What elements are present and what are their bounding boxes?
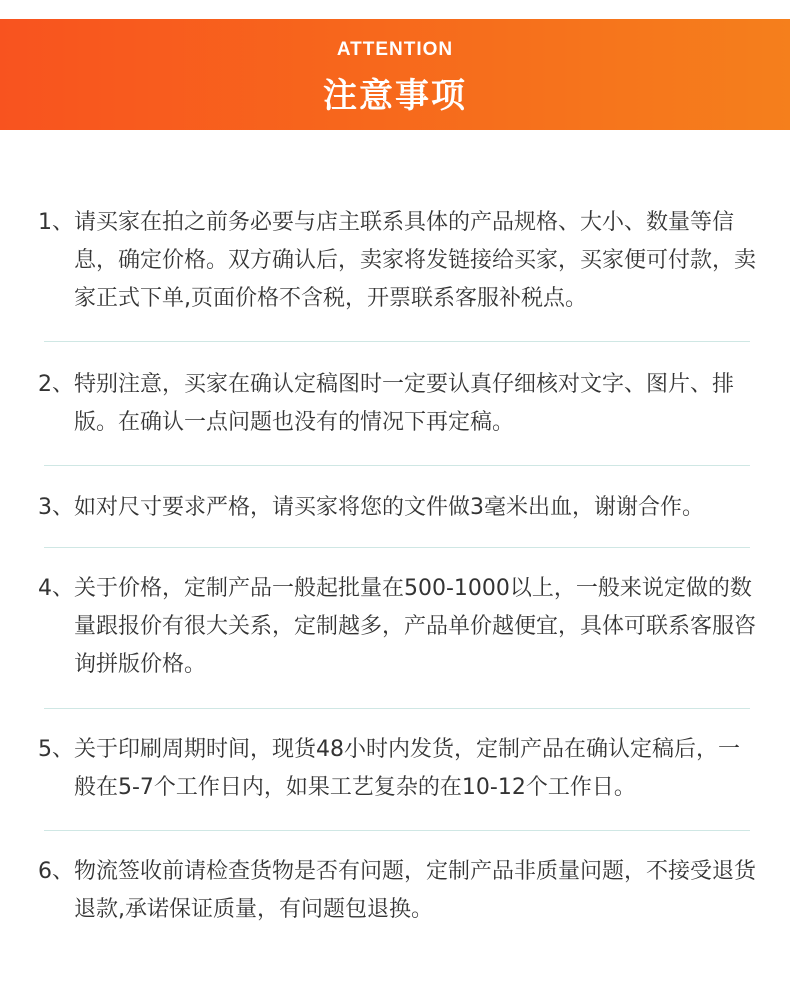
banner-title-cn: 注意事项 (323, 76, 467, 116)
note-item (38, 489, 758, 527)
note-text: 请买家在拍之前务必要与店主联系具体的产品规格、大小、数量等信息，确定价格。双方确认后，卖家将发链接给买家，买家便可付款，卖家正式下单,页面价格不含税，开票联系客服补税点。 (74, 210, 757, 311)
divider (44, 341, 750, 342)
note-number: 6、 (38, 859, 74, 884)
note-number: 5、 (38, 737, 74, 762)
banner-title-en: ATTENTION (336, 39, 454, 60)
note-number: 1、 (38, 210, 74, 235)
divider (44, 708, 750, 709)
divider (44, 547, 750, 548)
divider (44, 465, 750, 466)
note-item (38, 570, 758, 684)
note-number: 4、 (38, 576, 74, 601)
note-item (38, 366, 758, 442)
note-number: 3、 (38, 495, 74, 520)
note-text: 关于印刷周期时间，现货48小时内发货，定制产品在确认定稿后，一般在5-7个工作日内，如果工艺复杂的在10-12个工作日。 (74, 737, 740, 800)
note-text: 特别注意，买家在确认定稿图时一定要认真仔细核对文字、图片、排版。在确认一点问题也没有的情况下再定稿。 (74, 372, 735, 435)
note-item (38, 853, 758, 929)
note-text: 关于价格，定制产品一般起批量在500-1000以上，一般来说定做的数量跟报价有很大关系，定制越多，产品单价越便宜，具体可联系客服咨询拼版价格。 (74, 576, 757, 677)
note-item (38, 204, 758, 318)
note-item (38, 731, 758, 807)
note-number: 2、 (38, 372, 74, 397)
divider (44, 830, 750, 831)
note-text: 物流签收前请检查货物是否有问题，定制产品非质量问题，不接受退货退款,承诺保证质量，有问题包退换。 (74, 859, 757, 922)
attention-banner (0, 19, 790, 130)
note-text: 如对尺寸要求严格，请买家将您的文件做3毫米出血，谢谢合作。 (74, 495, 704, 520)
